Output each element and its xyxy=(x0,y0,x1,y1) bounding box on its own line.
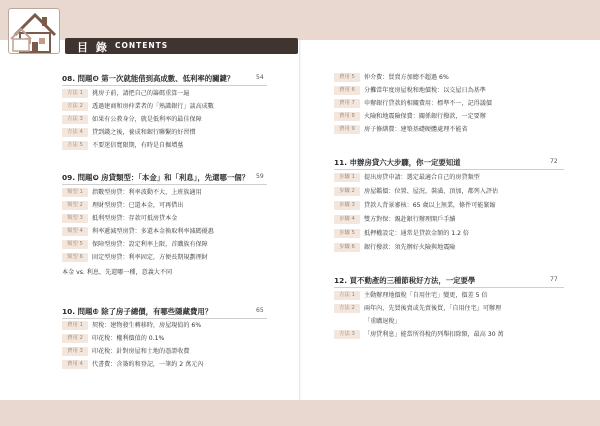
row-text: 主動辦理地價稅「自用住宅」變更，價差 5 倍 xyxy=(364,292,488,299)
row-text: 仲介費：買賣方加總不超過 6% xyxy=(364,74,449,81)
tag-label: 費用 4 xyxy=(62,360,88,369)
section-q8-heading xyxy=(62,73,267,85)
row-text: 利率遞減型房貸：多還本金換取利率減碼優惠 xyxy=(92,228,214,235)
tag-label: 方法 3 xyxy=(62,115,88,124)
row-text: 固定型房貸：利率固定，方便長期規劃理財 xyxy=(92,254,208,261)
section-title: 10. 問題❿ 除了房子總價，有哪些隱藏費用？ xyxy=(62,307,213,316)
section-q12-heading xyxy=(334,275,564,287)
tag-label: 費用 3 xyxy=(62,347,88,356)
row-text: 不要迷信寬限期，有時是自掘墳墓 xyxy=(92,142,184,149)
tag-label: 費用 5 xyxy=(334,73,360,82)
row-text: 指數型房貸：利率波動不大，上班族適用 xyxy=(92,189,202,196)
tag-label: 步驟 3 xyxy=(334,201,360,210)
row-text: 抵利型房貸：存款可抵房貸本金 xyxy=(92,215,178,222)
row-text: 銀行撥款：須先辦好火險與地震險 xyxy=(364,244,456,251)
tag-label: 方法 1 xyxy=(62,89,88,98)
tag-label: 步驟 4 xyxy=(334,215,360,224)
row-text: 如果有公教身分，就是低利率的最佳保障 xyxy=(92,116,202,123)
row-text: 印花稅：權利價值的 0.1% xyxy=(92,335,165,342)
contents-title-bar xyxy=(65,38,298,54)
note-text: 本金 vs. 利息，先還哪一種，意義大不同 xyxy=(62,269,173,276)
tag-label: 方法 2 xyxy=(334,304,360,313)
tag-label: 費用 9 xyxy=(334,125,360,134)
page-number: 54 xyxy=(256,74,264,81)
page-number: 59 xyxy=(256,173,264,180)
tag-label: 方法 1 xyxy=(334,291,360,300)
row-text: 代書費：含簽約和登記，一筆約 2 萬元內 xyxy=(92,361,204,368)
row-text: 申辦銀行貸款的相關費用：標準不一，記得議價 xyxy=(364,100,492,107)
section-title: 09. 問題❾ 房貸類型：「本金」和「利息」，先還哪一個？ xyxy=(62,173,250,182)
row-text: 抵押權設定：通常是貸款金額的 1.2 倍 xyxy=(364,230,469,237)
page-number: 77 xyxy=(550,276,558,283)
divider xyxy=(62,184,267,185)
row-text: 貸款人背景審核：65 歲以上無業，條件可能緊縮 xyxy=(364,202,496,209)
title-zh: 目 錄 xyxy=(77,41,109,54)
row-text: 挑房子前，請把自己的籌碼重算一遍 xyxy=(92,90,190,97)
row-text: 保障型房貸：設定利率上限，首購族有保障 xyxy=(92,241,208,248)
tag-label: 類型 4 xyxy=(62,227,88,236)
section-q9-heading xyxy=(62,172,267,184)
divider xyxy=(334,287,564,288)
section-title: 08. 問題❽ 第一次就能借到高成數、低利率的關鍵？ xyxy=(62,74,235,83)
row-text: 兩年內，先買後賣或先賣後買，「自用住宅」可辦理 xyxy=(364,305,502,312)
tag-label: 步驟 2 xyxy=(334,187,360,196)
title-en: CONTENTS xyxy=(115,41,169,50)
row-text: 提出房貸申請：選定最適合自己的房貸類型 xyxy=(364,174,480,181)
tag-label: 類型 6 xyxy=(62,253,88,262)
row-text: 契稅：建物發生轉移時，房屋現值的 6% xyxy=(92,322,202,329)
page-number: 65 xyxy=(256,307,264,314)
tag-label: 方法 3 xyxy=(334,330,360,339)
tag-label: 類型 3 xyxy=(62,214,88,223)
row-text: 房子修繕費：建築基礎硬體處理不能省 xyxy=(364,126,468,133)
tag-label: 步驟 1 xyxy=(334,173,360,182)
tag-label: 費用 6 xyxy=(334,86,360,95)
tag-label: 費用 8 xyxy=(334,112,360,121)
section-q11-heading xyxy=(334,157,564,169)
row-text: 貸到錢之後，養成和銀行聯繫的好習慣 xyxy=(92,129,196,136)
tag-label: 步驟 5 xyxy=(334,229,360,238)
tag-label: 類型 5 xyxy=(62,240,88,249)
row-text: 「房貸利息」能當所得稅的列舉扣除額，最高 30 萬 xyxy=(364,331,504,338)
section-q10-heading xyxy=(62,306,267,318)
book-spine xyxy=(299,40,301,400)
top-band xyxy=(0,0,600,40)
row-text-continued: 「重購退稅」 xyxy=(364,318,401,325)
tag-label: 類型 2 xyxy=(62,201,88,210)
tag-label: 方法 4 xyxy=(62,128,88,137)
row-text: 雙方對保：親赴銀行辦理開戶手續 xyxy=(364,216,456,223)
house-icon xyxy=(8,8,60,54)
row-text: 房屋鑑價：位置、屋況、裝潢、頂加，都列入評估 xyxy=(364,188,499,195)
tag-label: 費用 2 xyxy=(62,334,88,343)
divider xyxy=(62,318,267,319)
tag-label: 方法 2 xyxy=(62,102,88,111)
tag-label: 費用 7 xyxy=(334,99,360,108)
tag-label: 類型 1 xyxy=(62,188,88,197)
tag-label: 費用 1 xyxy=(62,321,88,330)
row-text: 分攤當年度房屋稅和地價稅：以交屋日為基準 xyxy=(364,87,486,94)
row-text: 火險和地震險保費：關係銀行撥款，一定要辦 xyxy=(364,113,486,120)
tag-label: 方法 5 xyxy=(62,141,88,150)
section-title: 12. 買不動產的三種節稅好方法，一定要學 xyxy=(334,276,476,285)
bottom-band xyxy=(0,400,600,426)
page-number: 72 xyxy=(550,158,558,165)
section-title: 11. 申辦房貸六大步驟，你一定要知道 xyxy=(334,158,461,167)
row-text: 透過建商和房仲業者的「熟識銀行」談高成數 xyxy=(92,103,214,110)
divider xyxy=(62,85,267,86)
row-text: 理財型房貸：已還本金，可再借出 xyxy=(92,202,184,209)
tag-label: 步驟 6 xyxy=(334,243,360,252)
row-text: 印花稅：針對房屋和土地的憑證收費 xyxy=(92,348,190,355)
divider xyxy=(334,169,564,170)
